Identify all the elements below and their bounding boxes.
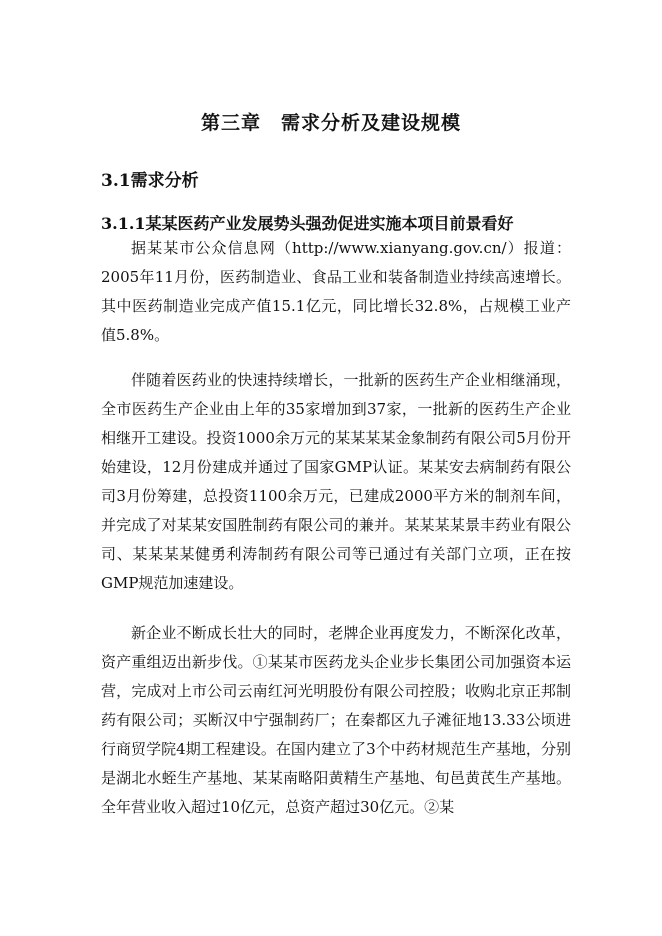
subsection-heading: 3.1.1某某医药产业发展势头强劲促进实施本项目前景看好	[101, 214, 514, 233]
paragraph-2: 伴随着医药业的快速持续增长，一批新的医药生产企业相继涌现，全市医药生产企业由上年的35家增加到37家，一批新的医药生产企业相继开工建设。投资1000余万元的某某某某金象制药有限公司5月份开始建设，12月份建成并通过了国家GMP认证。某某安去病制药有限公司3月份筹建，总投资1100余万元，已建成2000平方米的制剂车间，并完成了对某某安国胜制药有限公司的兼并。某某某某景丰药业有限公司、某某某某健勇利涛制药有限公司等已通过有关部门立项，正在按GMP规范加速建设。	[101, 371, 571, 592]
chapter-title: 第三章 需求分析及建设规模	[200, 112, 461, 134]
paragraph-3: 新企业不断成长壮大的同时，老牌企业再度发力，不断深化改革，资产重组迈出新步伐。①某某市医药龙头企业步长集团公司加强资本运营，完成对上市公司云南红河光明股份有限公司控股；收购北京正邦制药有限公司；买断汉中宁强制药厂；在秦都区九子滩征地13.33公顷进行商贸学院4期工程建设。在国内建立了3个中药材规范生产基地，分别是湖北水蛭生产基地、某某南略阳黄精生产基地、旬邑黄芪生产基地。全年营业收入超过10亿元，总资产超过30亿元。②某	[101, 624, 571, 816]
paragraph-1: 据某某市公众信息网（http://www.xianyang.gov.cn/）报道：2005年11月份，医药制造业、食品工业和装备制造业持续高速增长。其中医药制造业完成产值15.1亿元，同比增长32.8%，占规模工业产值5.8%。	[101, 239, 571, 344]
section-heading: 3.1需求分析	[101, 171, 199, 191]
